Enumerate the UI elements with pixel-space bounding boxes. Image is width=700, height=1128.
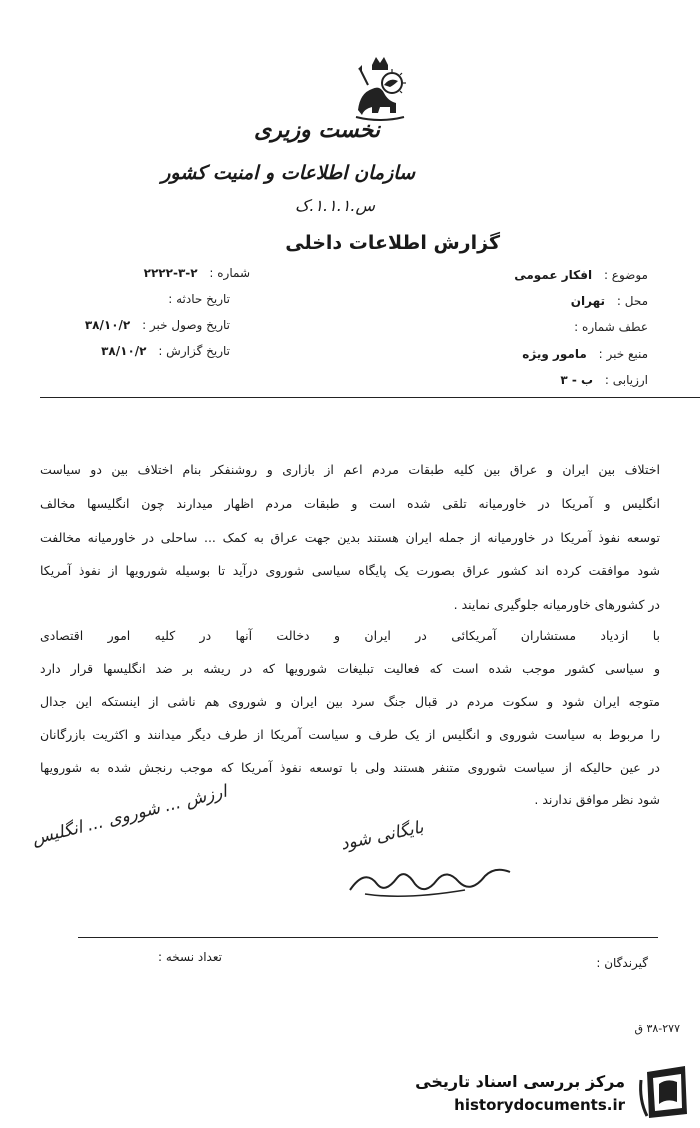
report-date-label: تاریخ گزارش :	[158, 344, 230, 358]
handwritten-note-center: بایگانی شود	[338, 817, 426, 855]
ministry-title: نخست وزیری	[254, 118, 380, 143]
recipients-label: گیرندگان :	[596, 956, 648, 970]
receipt-date-label: تاریخ وصول خبر :	[142, 318, 230, 332]
body-line: شود موافقت کرده اند کشور عراق بصورت یک پایگاه سیاسی شوروی درآید تا بوسیله شورویها از نفوذ آمریکا	[40, 563, 660, 578]
header-divider	[40, 397, 700, 398]
report-date-value: ۳۸/۱۰/۲	[101, 344, 147, 358]
subject-label: موضوع :	[603, 268, 648, 282]
reference-row	[566, 320, 648, 334]
body-line: توسعه نفوذ آمریکا در خاورمیانه از جمله ایران هستند بدین جهت عراق به کمک ... ساحلی در خاورمیانه مخالفت	[40, 530, 660, 545]
form-code: ۳۸-۲۷۷ ق	[634, 1022, 680, 1035]
place-row	[571, 294, 648, 308]
receipt-date-value: ۳۸/۱۰/۲	[84, 318, 131, 332]
number-row	[144, 266, 250, 280]
watermark-url: historydocuments.ir	[454, 1096, 625, 1114]
grade-row	[560, 373, 648, 387]
event-date-row	[160, 292, 230, 306]
event-date-label: تاریخ حادثه :	[168, 292, 230, 306]
body-line: در کشورهای خاورمیانه جلوگیری نمایند .	[453, 597, 660, 612]
watermark-title: مرکز بررسی اسناد تاریخی	[415, 1072, 625, 1091]
footer-divider	[78, 937, 658, 938]
subject-row	[514, 268, 648, 282]
lion-and-sun-emblem-icon	[350, 55, 410, 125]
place-label: محل :	[616, 294, 648, 308]
handwritten-note-left: ارزش ... شوروی ... انگلیس	[30, 781, 229, 850]
body-line: و سیاسی کشور موجب شده است که فعالیت تبلیغات شورویها که در ریشه بر ضد انگلیسها قرار دارد	[40, 661, 660, 676]
source-value: مامور ویژه	[522, 347, 587, 361]
number-label: شماره :	[209, 266, 250, 280]
handwritten-signature-icon	[345, 860, 515, 900]
body-line: با ازدیاد مستشاران آمریکائی در ایران و دخالت آنها در کلیه امور اقتصادی	[40, 628, 660, 643]
body-line: اختلاف بین ایران و عراق بین کلیه طبقات مردم اعم از بازاری و روشنفکر بنام اختلاف بین دو سیاست	[40, 462, 660, 477]
grade-value: ب - ۳	[560, 373, 594, 387]
body-line: انگلیس و آمریکا در خاورمیانه تلقی شده است و طبقات مردم اظهار میدارند چون انگلیسها مخالف	[40, 496, 660, 511]
body-line: در عین حالیکه از سیاست شوروی متنفر هستند ولی با توسعه نفوذ آمریکا که موجب رنجش شده به شورویها	[40, 760, 660, 775]
number-value: ۲-۳-۲۲۲۲	[143, 266, 198, 280]
receipt-date-row	[85, 318, 230, 332]
reference-label: عطف شماره :	[574, 320, 648, 334]
place-value: تهران	[570, 294, 606, 308]
grade-label: ارزیابی :	[604, 373, 648, 387]
classification-code: س.۱.۱.۱.ک	[295, 196, 375, 215]
source-label: منبع خبر :	[598, 347, 648, 361]
body-line: را مربوط به سیاست شوروی و انگلیس از یک طرف و سیاست آمریکا از طرف دیگر میدانند و اکثریت بازرگانان	[40, 727, 660, 742]
copies-label: تعداد نسخه :	[157, 950, 222, 964]
subject-value: افکار عمومی	[514, 268, 593, 282]
watermark-logo-icon	[637, 1060, 695, 1122]
organization-name: سازمان اطلاعات و امنیت کشور	[161, 162, 415, 184]
report-type-title: گزارش اطلاعات داخلی	[285, 232, 500, 254]
body-line: شود نظر موافق ندارند .	[534, 792, 660, 807]
body-line: متوجه ایران شود و سکوت مردم در قبال جنگ سرد بین ایران و شوروی هم ناشی از اینستکه این جدال	[40, 694, 660, 709]
report-date-row	[101, 344, 230, 358]
source-row	[522, 347, 648, 361]
